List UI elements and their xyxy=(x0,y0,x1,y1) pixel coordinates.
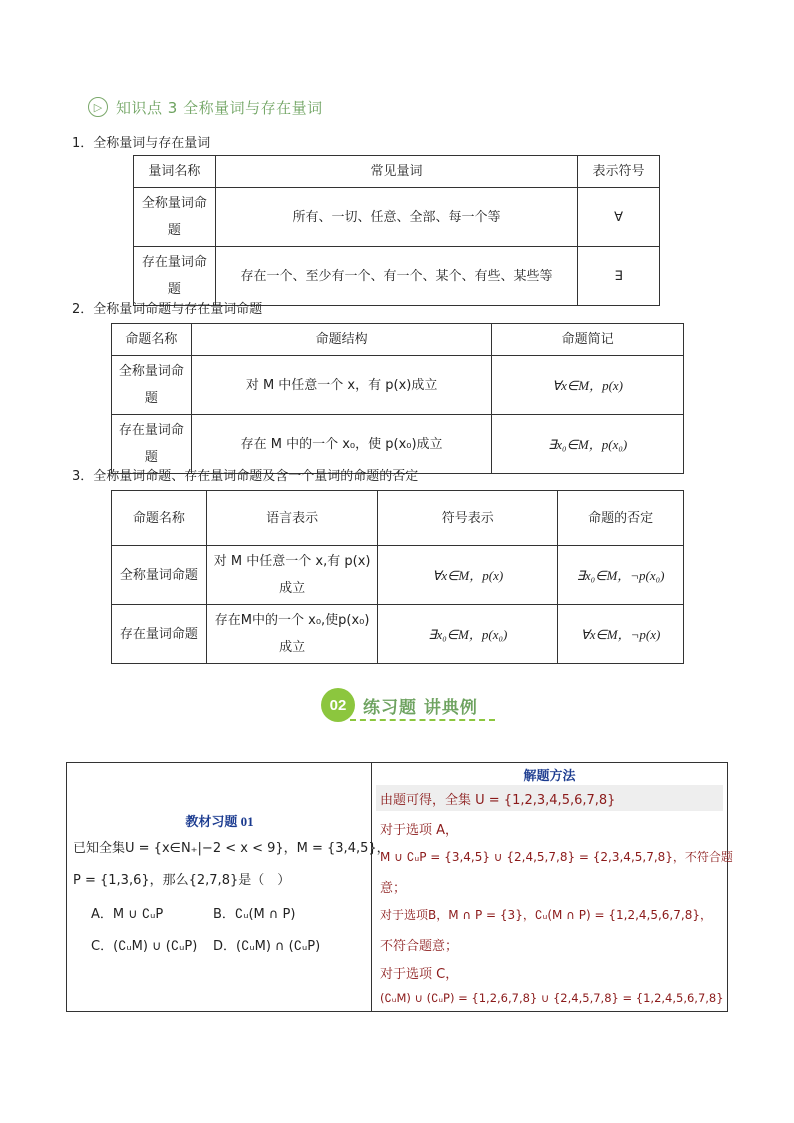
table-row xyxy=(134,247,660,306)
section-number-badge: 02 xyxy=(321,688,355,722)
table-cell: ∃x₀∈M，p(x₀) xyxy=(492,415,684,474)
quantifier-table xyxy=(133,155,660,306)
table-cell: 全称量词命题 xyxy=(112,356,192,415)
section-1-title: 1．全称量词与存在量词 xyxy=(72,136,211,151)
solution-line: 对于选项 A， xyxy=(380,823,459,838)
table-cell: 存在量词命题 xyxy=(134,247,216,306)
dashed-underline xyxy=(350,719,495,721)
knowledge-point-header xyxy=(88,94,323,120)
section-2-title: 2．全称量词命题与存在量词命题 xyxy=(72,302,263,317)
table-cell: 全称量词命题 xyxy=(112,546,207,605)
header-cell: 量词名称 xyxy=(134,156,216,188)
table-cell: ∀ xyxy=(578,188,660,247)
header-cell: 常见量词 xyxy=(215,156,577,188)
solution-line: 意； xyxy=(380,881,407,896)
table-cell: 存在量词命题 xyxy=(112,415,192,474)
section-3-title: 3．全称量词命题、存在量词命题及含一个量词的命题的否定 xyxy=(72,469,419,484)
solution-line: M ∪ ∁ᵤP = {3,4,5} ∪ {2,4,5,7,8} = {2,3,4,5,7,8}，不符合题 xyxy=(380,850,733,864)
table-cell: 全称量词命题 xyxy=(134,188,216,247)
problem-line-1: 已知全集U = {x∈N₊|−2 < x < 9}，M = {3,4,5}， xyxy=(73,841,390,856)
knowledge-point-title: 知识点 3 全称量词与存在量词 xyxy=(116,98,323,117)
table-cell: ∀x∈M，p(x) xyxy=(378,546,558,605)
table-cell: 存在 M 中的一个 x₀，使 p(x₀)成立 xyxy=(191,415,491,474)
section-02-heading xyxy=(321,688,478,722)
table-cell: 所有、一切、任意、全部、每一个等 xyxy=(215,188,577,247)
table-header-row xyxy=(112,324,684,356)
problem-panel xyxy=(67,763,390,1011)
table-cell: ∃x₀∈M，¬p(x₀) xyxy=(558,546,684,605)
table-header-row xyxy=(134,156,660,188)
solution-line: 对于选项B，M ∩ P = {3}，∁ᵤ(M ∩ P) = {1,2,4,5,6,7,8}， xyxy=(380,908,712,922)
header-cell: 命题的否定 xyxy=(558,491,684,546)
solution-line: 由题可得，全集 U = {1,2,3,4,5,6,7,8} xyxy=(380,793,616,808)
table-cell: ∃x₀∈M，p(x₀) xyxy=(378,605,558,664)
table-row xyxy=(134,188,660,247)
table-cell: ∃ xyxy=(578,247,660,306)
option-c: C．(∁ᵤM) ∪ (∁ᵤP) xyxy=(91,939,198,954)
header-cell: 命题名称 xyxy=(112,491,207,546)
example-box xyxy=(66,762,733,1012)
table-row xyxy=(112,605,684,664)
solution-heading: 解题方法 xyxy=(523,769,576,784)
option-a: A．M ∪ ∁ᵤP xyxy=(91,907,164,922)
table-cell: 存在M中的一个 x₀,使p(x₀)成立 xyxy=(206,605,378,664)
problem-line-2: P = {1,3,6}，那么{2,7,8}是（ ） xyxy=(73,873,291,888)
play-circle-icon: ▷ xyxy=(88,97,108,117)
section-02-title: 练习题 讲典例 xyxy=(363,697,478,718)
problem-title: 教材习题 01 xyxy=(185,814,254,829)
option-b: B．∁ᵤ(M ∩ P) xyxy=(213,907,296,922)
header-cell: 表示符号 xyxy=(578,156,660,188)
table-cell: 对 M 中任意一个 x,有 p(x)成立 xyxy=(206,546,378,605)
solution-line: (∁ᵤM) ∪ (∁ᵤP) = {1,2,6,7,8} ∪ {2,4,5,7,8} = {1,2,4,5,6,7,8} xyxy=(380,991,724,1005)
header-cell: 命题结构 xyxy=(191,324,491,356)
header-cell: 符号表示 xyxy=(378,491,558,546)
solution-line: 对于选项 C， xyxy=(380,967,459,982)
proposition-table xyxy=(111,323,684,474)
table-row xyxy=(112,356,684,415)
table-cell: 存在一个、至少有一个、有一个、某个、有些、某些等 xyxy=(215,247,577,306)
solution-line: 不符合题意； xyxy=(380,939,459,954)
table-cell: 存在量词命题 xyxy=(112,605,207,664)
table-cell: 对 M 中任意一个 x，有 p(x)成立 xyxy=(191,356,491,415)
table-cell: ∀x∈M，p(x) xyxy=(492,356,684,415)
header-cell: 命题简记 xyxy=(492,324,684,356)
option-d: D．(∁ᵤM) ∩ (∁ᵤP) xyxy=(213,939,321,954)
table-cell: ∀x∈M，¬p(x) xyxy=(558,605,684,664)
table-header-row xyxy=(112,491,684,546)
header-cell: 命题名称 xyxy=(112,324,192,356)
table-row xyxy=(112,546,684,605)
negation-table xyxy=(111,490,684,664)
header-cell: 语言表示 xyxy=(206,491,378,546)
solution-panel xyxy=(372,763,733,1011)
